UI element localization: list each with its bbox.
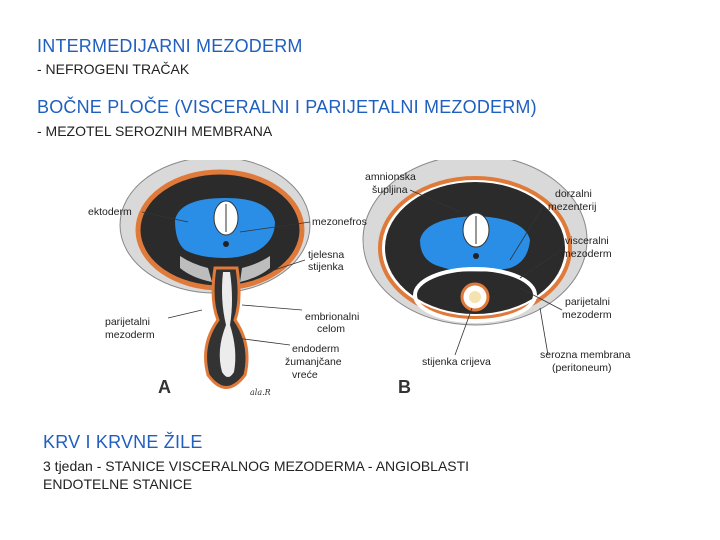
embryo-cross-section-diagram [80, 160, 660, 410]
subtext-mesothelium: - MEZOTEL SEROZNIH MEMBRANA [37, 123, 273, 139]
panel-b-letter: B [398, 377, 411, 397]
label-visceralni-1: visceralni [565, 235, 609, 247]
label-tjelesna-2: stijenka [308, 261, 344, 273]
label-visceralni-2: mezoderm [562, 248, 612, 260]
label-zumanjcane-2: vreće [292, 369, 318, 381]
label-serozna-1: serozna membrana [540, 349, 631, 361]
heading-blood-vessels: KRV I KRVNE ŽILE [43, 432, 203, 452]
heading-intermediate-mesoderm: INTERMEDIJARNI MEZODERM [37, 36, 303, 56]
label-embrionalni-2: celom [317, 323, 346, 335]
label-mezonefros: mezonefros [312, 216, 367, 228]
label-parijetalni-b-2: mezoderm [562, 309, 612, 321]
subtext-endothelial: ENDOTELNE STANICE [43, 476, 193, 492]
signature: ala.R [250, 388, 271, 397]
subtext-nephrogenic-cord: - NEFROGENI TRAČAK [37, 61, 190, 77]
label-dorzalni-2: mezenterij [548, 201, 597, 213]
label-tjelesna-1: tjelesna [308, 249, 345, 261]
label-serozna-2: (peritoneum) [552, 362, 612, 374]
label-parijetalni-a-2: mezoderm [105, 329, 155, 341]
label-zumanjcane-1: žumanjčane [285, 356, 342, 368]
panel-a-letter: A [158, 377, 171, 397]
panel-a-drawing [120, 160, 310, 388]
label-amnionska-1: amnionska [365, 171, 416, 183]
label-stijenka-crijeva: stijenka crijeva [422, 356, 491, 368]
label-parijetalni-b-1: parijetalni [565, 296, 610, 308]
label-endoderm: endoderm [292, 343, 340, 355]
heading-lateral-plates: BOČNE PLOČE (VISCERALNI I PARIJETALNI MEZODERM) [37, 97, 537, 117]
label-parijetalni-a-1: parijetalni [105, 316, 150, 328]
label-ektoderm: ektoderm [88, 206, 132, 218]
label-dorzalni-1: dorzalni [555, 188, 592, 200]
label-amnionska-2: šupljina [372, 184, 408, 196]
label-embrionalni-1: embrionalni [305, 311, 360, 323]
subtext-angioblasts: 3 tjedan - STANICE VISCERALNOG MEZODERMA - ANGIOBLASTI [43, 458, 470, 474]
